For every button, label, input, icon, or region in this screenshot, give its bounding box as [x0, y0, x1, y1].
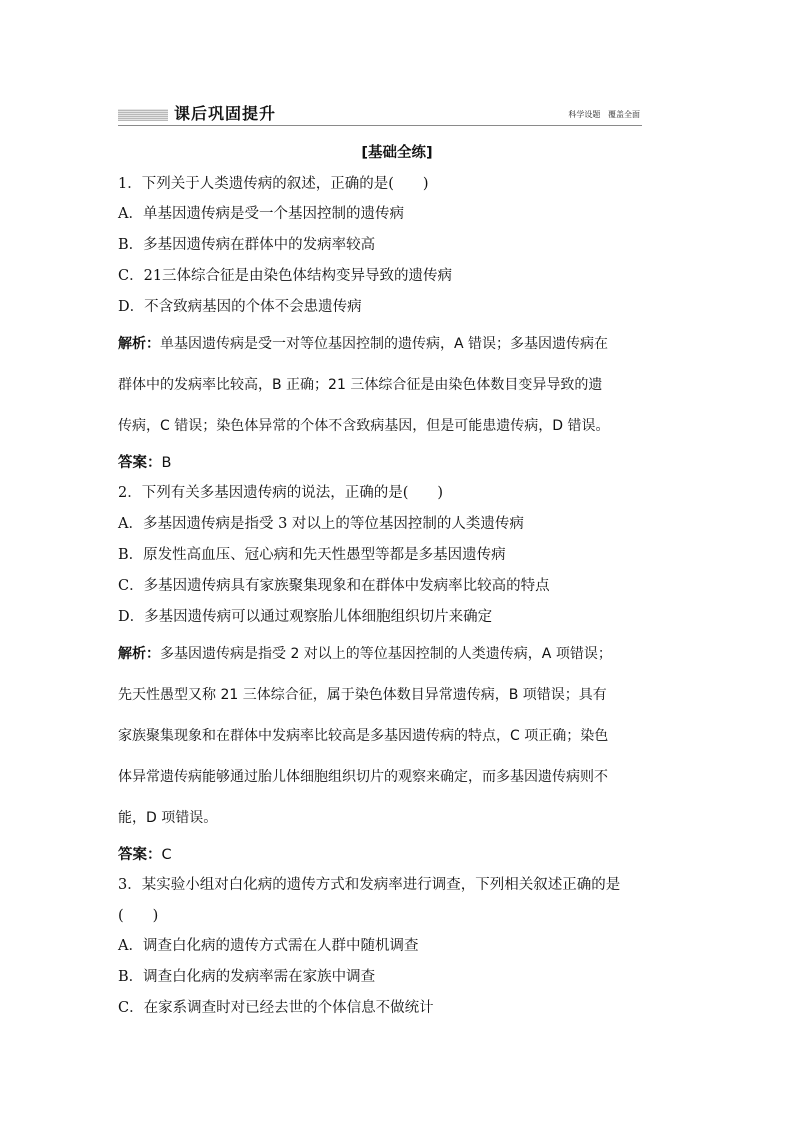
question-1-option-d: D．不含致病基因的个体不会患遗传病 [118, 299, 362, 315]
question-2-analysis-line-2: 先天性愚型又称 21 三体综合征，属于染色体数目异常遗传病，B 项错误；具有 [118, 687, 607, 703]
question-2-option-d: D．多基因遗传病可以通过观察胎儿体细胞组织切片来确定 [118, 609, 493, 625]
question-1-option-c: C．21三体综合征是由染色体结构变异导致的遗传病 [118, 268, 453, 284]
analysis-text: 多基因遗传病是指受 2 对以上的等位基因控制的人类遗传病，A 项错误； [160, 646, 612, 662]
question-3-stem-continued: ( ) [118, 908, 159, 924]
question-1-analysis-line-1 [118, 337, 608, 351]
question-3-stem: 3．某实验小组对白化病的遗传方式和发病率进行调查，下列相关叙述正确的是 [118, 877, 621, 893]
answer-value: C [161, 847, 172, 863]
analysis-text: 单基因遗传病是受一对等位基因控制的遗传病，A 错误；多基因遗传病在 [160, 336, 609, 352]
page-header [118, 100, 642, 126]
header-decoration-bar [118, 109, 168, 121]
section-title: [基础全练] [361, 145, 433, 161]
answer-label: 答案： [118, 455, 162, 471]
question-2-analysis-line-5: 能，D 项错误。 [118, 810, 218, 826]
question-2-option-a: A．多基因遗传病是指受 3 对以上的等位基因控制的人类遗传病 [118, 516, 524, 532]
question-2-option-b: B．原发性高血压、冠心病和先天性愚型等都是多基因遗传病 [118, 547, 506, 563]
question-2-stem: 2．下列有关多基因遗传病的说法，正确的是( ) [118, 485, 444, 501]
question-2-analysis-line-3: 家族聚集现象和在群体中发病率比较高是多基因遗传病的特点，C 项正确；染色 [118, 728, 609, 744]
question-1-stem: 1．下列关于人类遗传病的叙述，正确的是( ) [118, 176, 429, 192]
question-3-option-a: A．调查白化病的遗传方式需在人群中随机调查 [118, 938, 419, 954]
question-1-answer [118, 456, 171, 471]
question-3-option-c: C．在家系调查时对已经去世的个体信息不做统计 [118, 1000, 434, 1016]
header-title: 课后巩固提升 [174, 104, 277, 123]
analysis-label: 解析： [118, 646, 160, 662]
answer-label: 答案： [118, 847, 162, 863]
question-2-answer [118, 848, 172, 863]
question-2-option-c: C．多基因遗传病具有家族聚集现象和在群体中发病率比较高的特点 [118, 578, 550, 594]
question-1-option-b: B．多基因遗传病在群体中的发病率较高 [118, 237, 376, 253]
question-3-option-b: B．调查白化病的发病率需在家族中调查 [118, 969, 376, 985]
header-tagline: 科学设题 覆盖全面 [568, 110, 640, 119]
question-1-analysis-line-2: 群体中的发病率比较高，B 正确；21 三体综合征是由染色体数目变异导致的遗 [118, 377, 603, 393]
answer-value: B [161, 455, 172, 471]
question-1-analysis-line-3: 传病，C 错误；染色体异常的个体不含致病基因，但是可能患遗传病，D 错误。 [118, 418, 610, 434]
question-2-analysis-line-4: 体异常遗传病能够通过胎儿体细胞组织切片的观察来确定，而多基因遗传病则不 [118, 769, 608, 785]
analysis-label: 解析： [118, 336, 160, 352]
question-1-option-a: A．单基因遗传病是受一个基因控制的遗传病 [118, 206, 404, 222]
header-rule [118, 125, 642, 126]
question-2-analysis-line-1 [118, 647, 612, 661]
